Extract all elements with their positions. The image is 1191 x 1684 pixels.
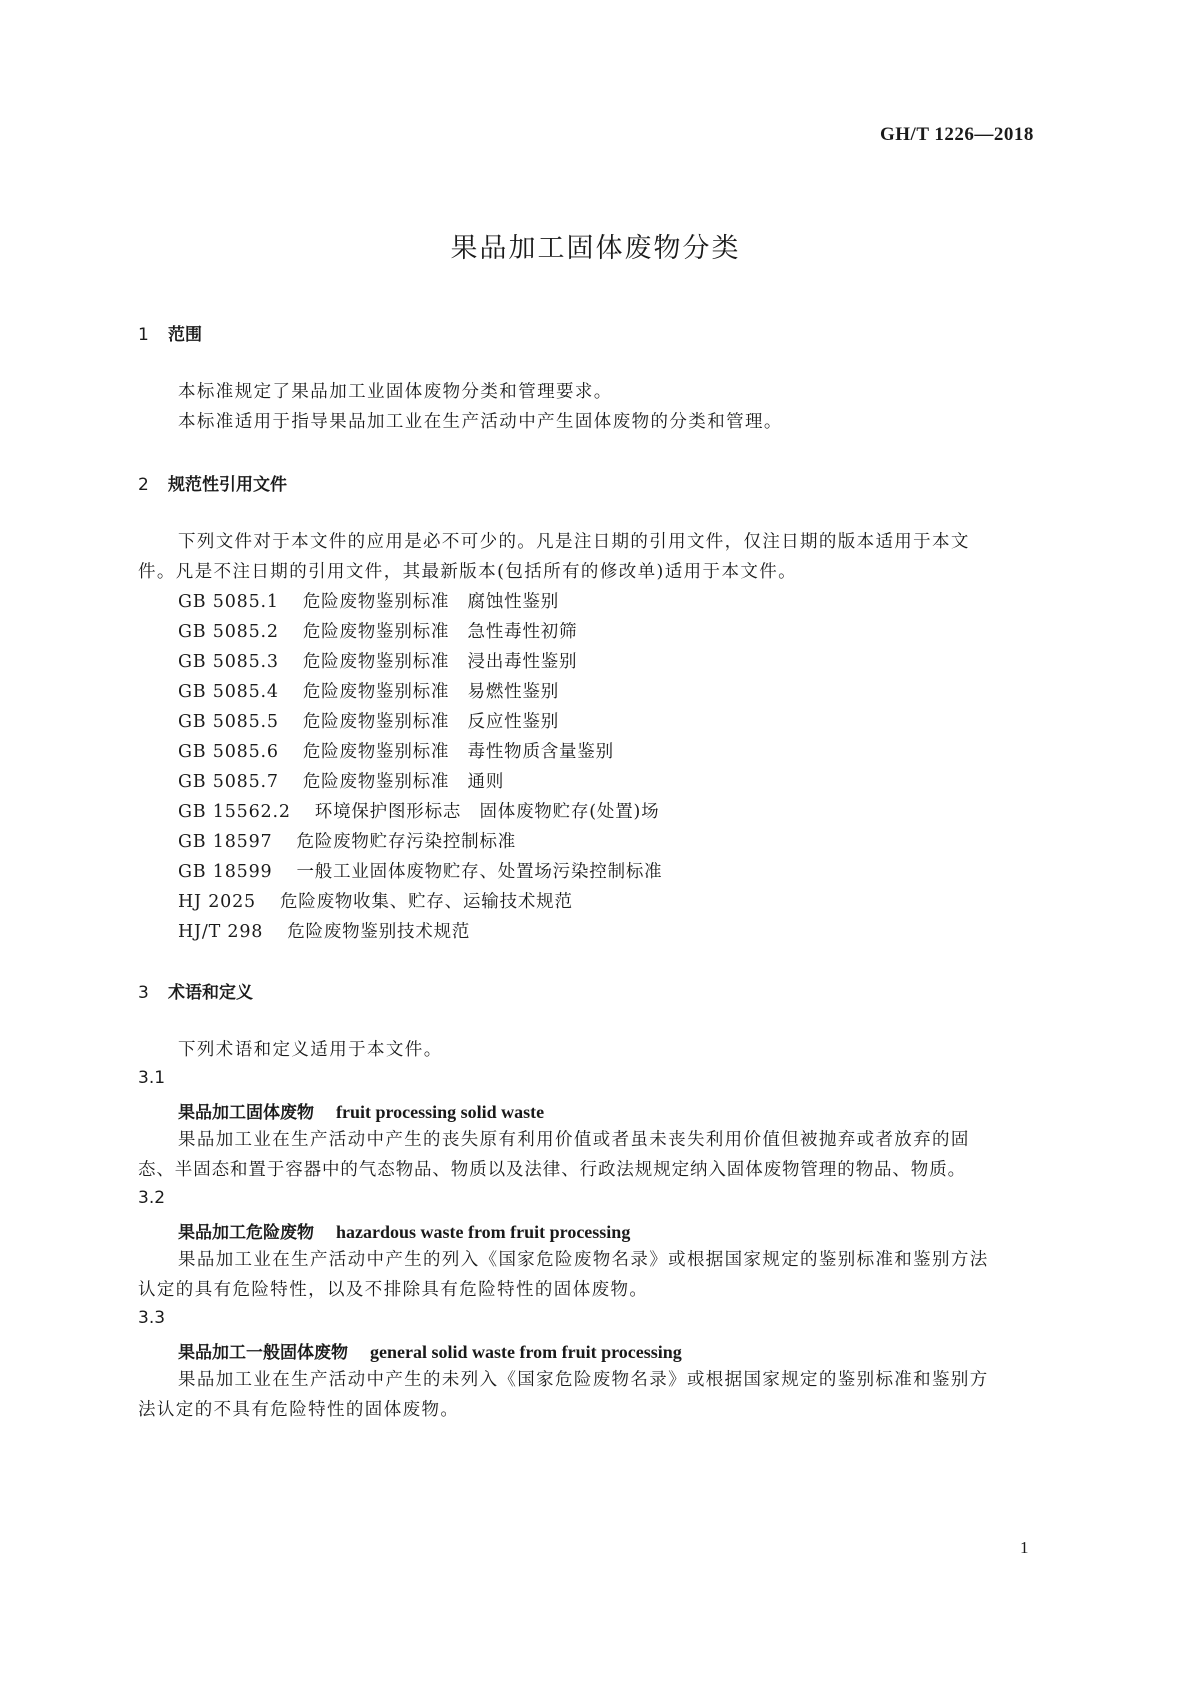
reference-title: 危险废物鉴别标准 毒性物质含量鉴别 (302, 742, 614, 762)
document-title: 果品加工固体废物分类 (450, 233, 741, 264)
term-english: fruit processing solid waste (336, 1102, 545, 1122)
reference-code: HJ 2025 (178, 892, 256, 912)
reference-item (178, 768, 504, 793)
term-definition: 果品加工业在生产活动中产生的丧失原有利用价值或者虽未丧失利用价值但被抛弃或者放弃的固 (178, 1130, 970, 1150)
reference-title: 危险废物鉴别标准 急性毒性初筛 (302, 622, 578, 642)
page-number: 1 (1020, 1538, 1029, 1557)
reference-code: GB 5085.4 (178, 682, 279, 702)
reference-title: 危险废物鉴别标准 通则 (302, 772, 505, 792)
term-chinese: 果品加工一般固体废物 (178, 1343, 348, 1363)
paragraph: 本标准规定了果品加工业固体废物分类和管理要求。 (178, 382, 613, 402)
term-number: 3.1 (138, 1068, 166, 1088)
term-definition: 态、半固态和置于容器中的气态物品、物质以及法律、行政法规规定纳入固体废物管理的物品、物质。 (138, 1160, 966, 1180)
reference-item (178, 918, 470, 943)
reference-code: GB 5085.2 (178, 622, 279, 642)
section-heading-scope (138, 320, 202, 345)
paragraph: 本标准适用于指导果品加工业在生产活动中产生固体废物的分类和管理。 (178, 412, 783, 432)
reference-code: GB 18597 (178, 832, 273, 852)
term-chinese: 果品加工危险废物 (178, 1223, 314, 1243)
reference-title: 一般工业固体废物贮存、处置场污染控制标准 (296, 862, 663, 882)
reference-code: GB 5085.3 (178, 652, 279, 672)
paragraph: 下列术语和定义适用于本文件。 (178, 1040, 443, 1060)
paragraph: 件。凡是不注日期的引用文件，其最新版本(包括所有的修改单)适用于本文件。 (138, 562, 798, 582)
reference-code: HJ/T 298 (178, 922, 264, 942)
reference-title: 危险废物鉴别标准 易燃性鉴别 (302, 682, 560, 702)
term-english: general solid waste from fruit processing (370, 1342, 682, 1362)
reference-code: GB 5085.5 (178, 712, 279, 732)
reference-code: GB 15562.2 (178, 802, 291, 822)
term-definition: 认定的具有危险特性，以及不排除具有危险特性的固体废物。 (138, 1280, 649, 1300)
section-heading-normative-references (138, 470, 287, 495)
term-definition: 果品加工业在生产活动中产生的列入《国家危险废物名录》或根据国家规定的鉴别标准和鉴别方法 (178, 1250, 989, 1270)
paragraph: 下列文件对于本文件的应用是必不可少的。凡是注日期的引用文件，仅注日期的版本适用于本文 (178, 532, 970, 552)
reference-title: 危险废物鉴别技术规范 (287, 922, 471, 942)
section-heading-terms-definitions (138, 978, 253, 1003)
reference-title: 危险废物鉴别标准 腐蚀性鉴别 (302, 592, 560, 612)
term-definition: 法认定的不具有危险特性的固体废物。 (138, 1400, 460, 1420)
reference-item (178, 828, 516, 853)
reference-code: GB 5085.1 (178, 592, 279, 612)
reference-item (178, 708, 559, 733)
section-title: 规范性引用文件 (168, 475, 287, 495)
reference-item (178, 678, 559, 703)
reference-item (178, 648, 577, 673)
section-number: 1 (138, 325, 149, 345)
term-definition: 果品加工业在生产活动中产生的未列入《国家危险废物名录》或根据国家规定的鉴别标准和鉴别方 (178, 1370, 989, 1390)
reference-item (178, 588, 559, 613)
reference-code: GB 5085.7 (178, 772, 279, 792)
reference-item (178, 798, 659, 823)
term-english: hazardous waste from fruit processing (336, 1222, 631, 1242)
standard-code: GH/T 1226—2018 (880, 124, 1034, 145)
section-title: 术语和定义 (168, 983, 253, 1003)
term-heading (178, 1218, 630, 1243)
reference-item (178, 858, 662, 883)
term-number: 3.2 (138, 1188, 166, 1208)
term-chinese: 果品加工固体废物 (178, 1103, 314, 1123)
term-heading (178, 1338, 682, 1363)
reference-item (178, 738, 614, 763)
section-title: 范围 (168, 325, 202, 345)
term-heading (178, 1098, 544, 1123)
reference-item (178, 618, 577, 643)
section-number: 2 (138, 475, 149, 495)
reference-title: 危险废物贮存污染控制标准 (296, 832, 517, 852)
term-number: 3.3 (138, 1308, 166, 1328)
reference-title: 环境保护图形标志 固体废物贮存(处置)场 (314, 802, 660, 822)
reference-title: 危险废物收集、贮存、运输技术规范 (279, 892, 573, 912)
reference-title: 危险废物鉴别标准 浸出毒性鉴别 (302, 652, 578, 672)
reference-code: GB 18599 (178, 862, 273, 882)
section-number: 3 (138, 983, 149, 1003)
reference-item (178, 888, 573, 913)
reference-code: GB 5085.6 (178, 742, 279, 762)
reference-title: 危险废物鉴别标准 反应性鉴别 (302, 712, 560, 732)
